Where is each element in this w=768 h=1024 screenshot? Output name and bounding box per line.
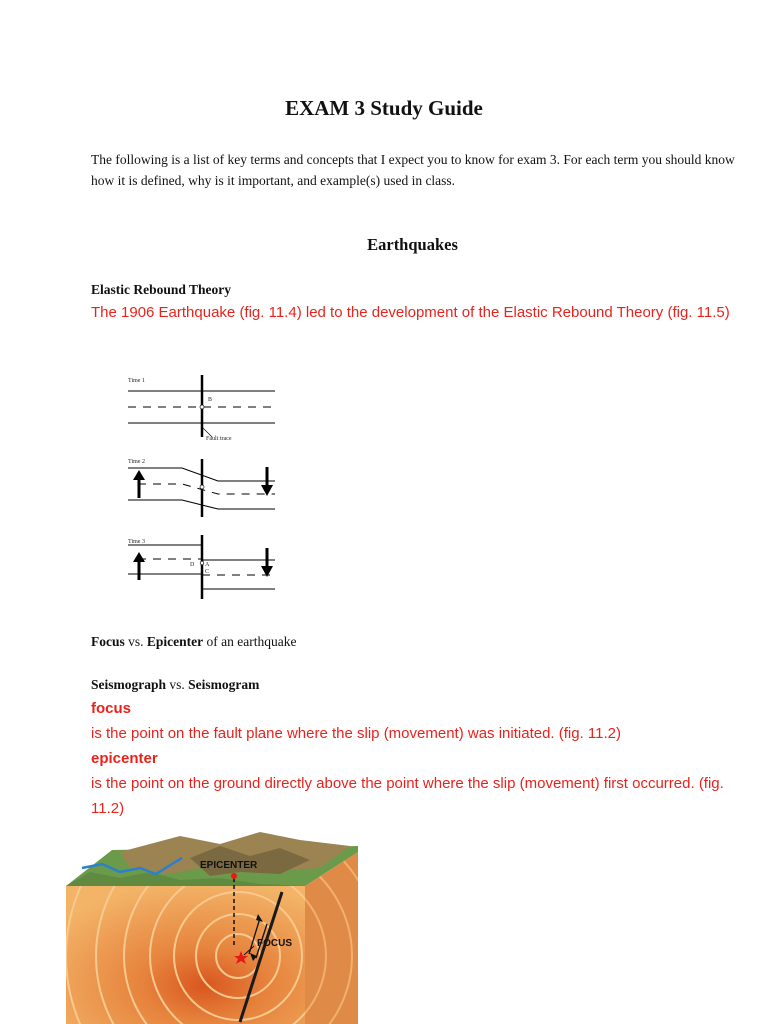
epicenter-definition-term: epicenter [91,750,158,767]
seismograph-term: Seismograph [91,677,167,692]
rest-text: of an earthquake [203,634,297,649]
panel-label-time2: Time 2 [128,459,145,465]
seismograph-vs-seismogram [91,677,259,693]
epicenter-definition: is the point on the ground directly above the point where the slip (movement) first occurred. (fig. 11.2) [91,775,724,817]
point-label-b: B [208,397,213,403]
epicenter-term: Epicenter [146,634,204,649]
focus-definition-term: focus [91,700,132,717]
point-label-d: D [190,562,195,568]
epicenter-focus-block-diagram [60,828,365,1024]
focus-term: Focus [91,634,125,649]
focus-label: FOCUS [257,938,292,949]
elastic-rebound-note: The 1906 Earthquake (fig. 11.4) led to the development of the Elastic Rebound Theory (fig. 11.5) [91,304,730,321]
point-label-c: C [205,569,210,575]
focus-vs-epicenter [91,634,296,650]
section-heading: Earthquakes [367,235,458,254]
elastic-rebound-figure [120,370,290,605]
seismogram-term: Seismogram [188,677,260,692]
elastic-rebound-heading: Elastic Rebound Theory [91,282,232,297]
intro-paragraph: The following is a list of key terms and concepts that I expect you to know for exam 3. For each term you should know how it is defined, why is it important, and example(s) used in class. [91,152,735,188]
vs-text: vs. [124,634,147,649]
vs-text: vs. [166,677,189,692]
panel-label-time1: Time 1 [128,378,145,384]
epicenter-label: EPICENTER [200,860,258,871]
point-label-a: A [205,562,210,568]
focus-definition: is the point on the fault plane where the slip (movement) was initiated. (fig. 11.2) [91,725,622,742]
fault-trace-label: Fault trace [206,436,232,442]
page-title: EXAM 3 Study Guide [285,96,483,120]
panel-label-time3: Time 3 [128,539,145,545]
